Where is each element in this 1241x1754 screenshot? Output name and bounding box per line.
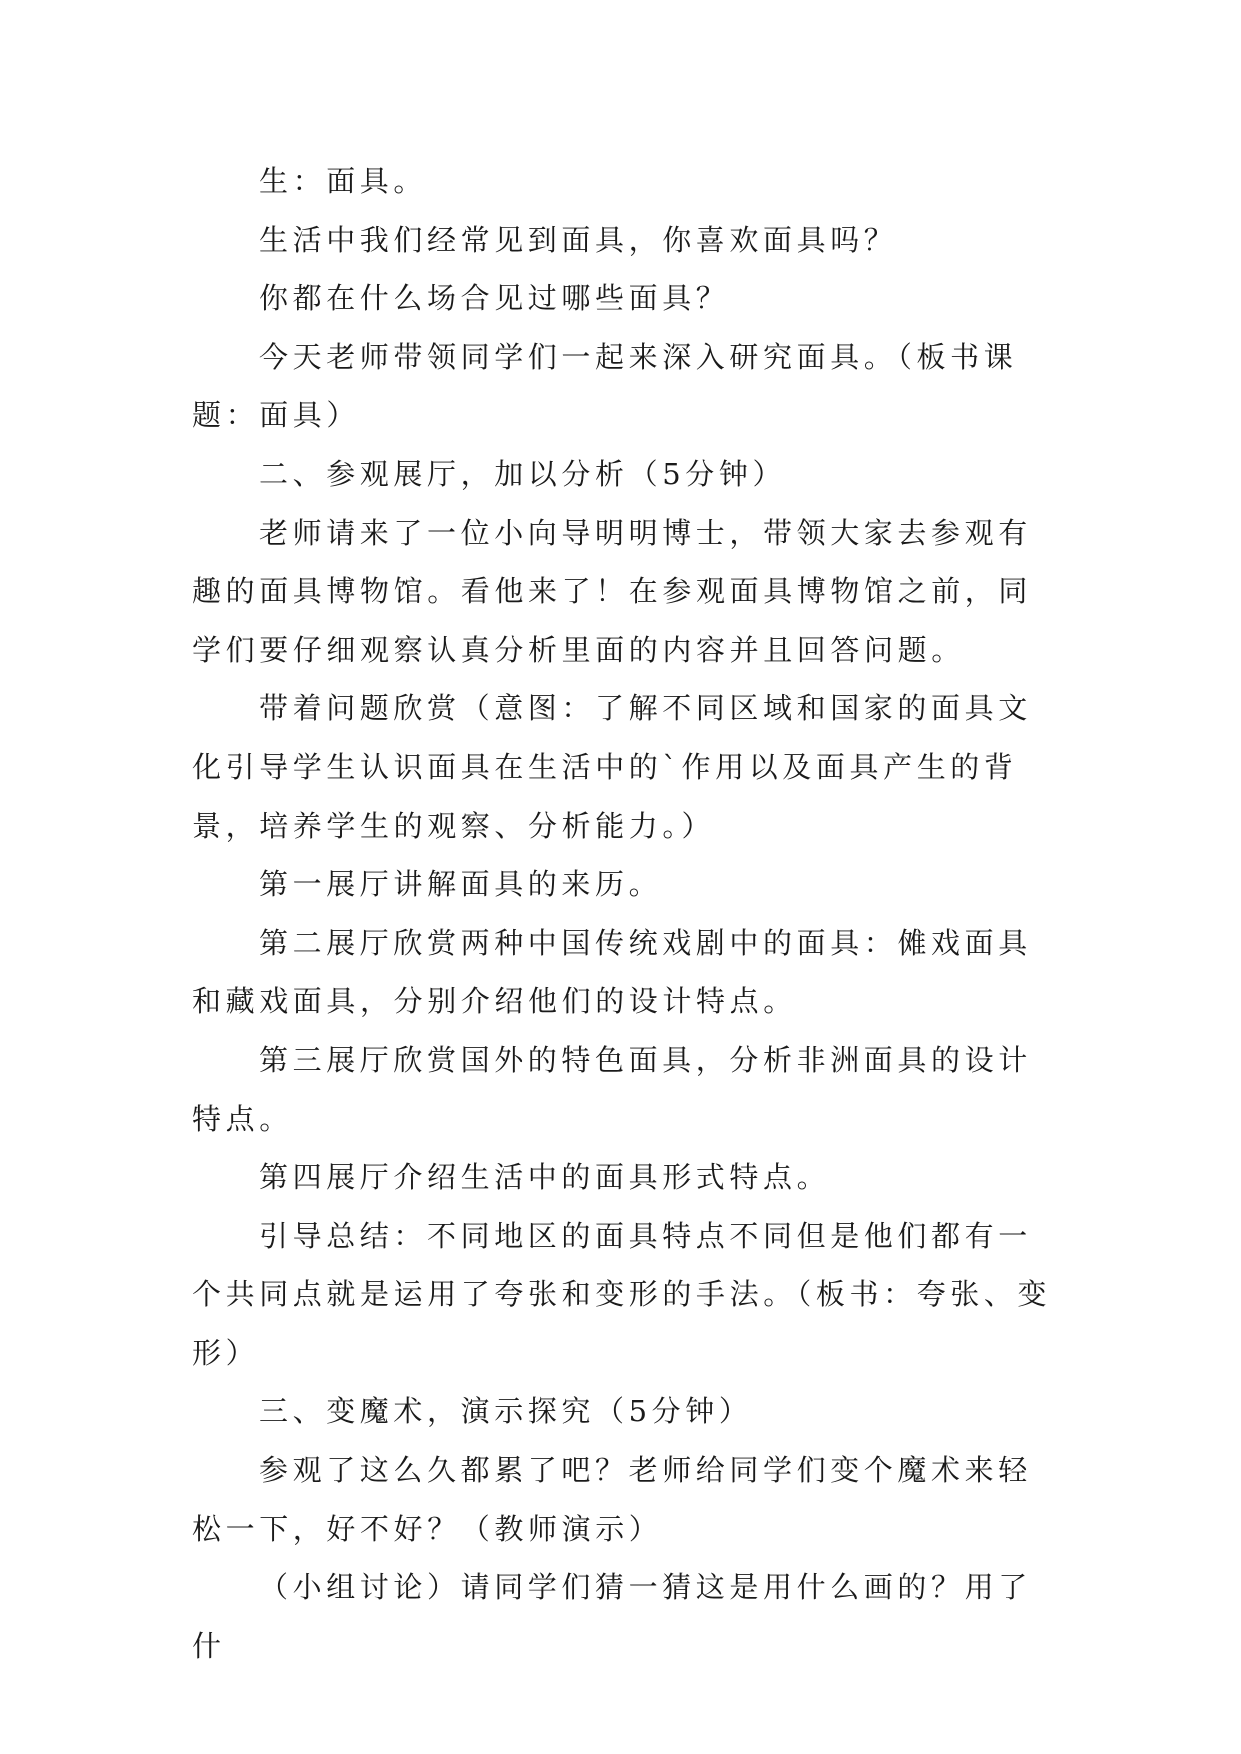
paragraph: 引导总结：不同地区的面具特点不同但是他们都有一个共同点就是运用了夸张和变形的手法。（板书：夸张、变形） xyxy=(192,1218,1052,1370)
paragraph: 第三展厅欣赏国外的特色面具，分析非洲面具的设计特点。 xyxy=(192,1042,1032,1136)
section-heading: 二、参观展厅，加以分析（5分钟） xyxy=(259,456,787,491)
paragraph: 第二展厅欣赏两种中国传统戏剧中的面具：傩戏面具和藏戏面具，分别介绍他们的设计特点。 xyxy=(192,925,1032,1019)
paragraph: 今天老师带领同学们一起来深入研究面具。（板书课题：面具） xyxy=(192,339,1018,433)
paragraph: 生活中我们经常见到面具，你喜欢面具吗？ xyxy=(259,222,898,257)
paragraph: 第一展厅讲解面具的来历。 xyxy=(259,867,663,902)
paragraph: 老师请来了一位小向导明明博士，带领大家去参观有趣的面具博物馆。看他来了！在参观面具博物馆之前，同学们要仔细观察认真分析里面的内容并且回答问题。 xyxy=(192,515,1033,667)
document-body xyxy=(192,152,1060,1675)
paragraph: （小组讨论）请同学们猜一猜这是用什么画的？用了什 xyxy=(192,1570,1032,1663)
paragraph: 第四展厅介绍生活中的面具形式特点。 xyxy=(259,1160,831,1195)
paragraph: 带着问题欣赏（意图：了解不同区域和国家的面具文化引导学生认识面具在生活中的`作用以及面具产生的背景，培养学生的观察、分析能力。） xyxy=(192,691,1032,843)
paragraph: 生：面具。 xyxy=(259,164,428,198)
paragraph: 你都在什么场合见过哪些面具？ xyxy=(259,281,730,316)
section-heading: 三、变魔术，演示探究（5分钟） xyxy=(259,1394,753,1429)
paragraph: 参观了这么久都累了吧？老师给同学们变个魔术来轻松一下，好不好？（教师演示） xyxy=(192,1453,1032,1546)
